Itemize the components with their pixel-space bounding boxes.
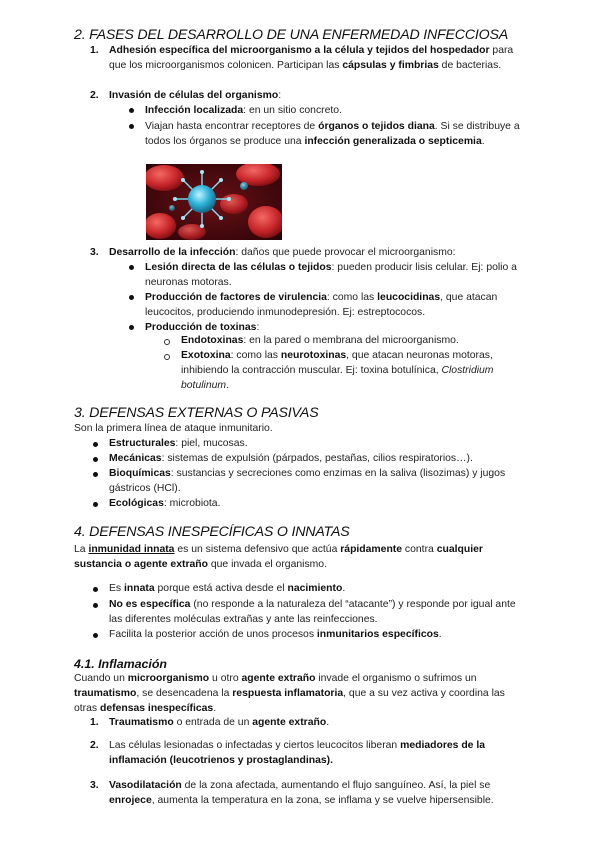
list-item [109, 581, 529, 596]
text-run: : en la pared o membrana del microorganismo. [243, 335, 459, 346]
list-item [109, 451, 529, 466]
emphasis-run: nacimiento [287, 583, 343, 594]
text-run: : en un sitio concreto. [243, 105, 342, 116]
emphasis-run: enrojece [109, 795, 152, 807]
text-run: , aumenta la temperatura en la zona, se inflama y se vuelve hipersensible. [151, 795, 494, 807]
text-run: La [74, 544, 89, 555]
text-run: : sustancias y secreciones como enzimas en la saliva (lisozimas) y jugos gástricos (HCl). [109, 468, 506, 495]
text-run: . Si se distribuye a todos los órganos se produce una [145, 121, 520, 148]
emphasis-run: inmunidad innata [88, 544, 175, 555]
list-number: 1. [90, 45, 99, 56]
emphasis-run: microorganismo [127, 673, 210, 684]
text-run: . [438, 629, 442, 640]
emphasis-run: Exotoxina [181, 350, 231, 361]
emphasis-run: Adhesión específica del microorganismo a la célula y tejidos del hospedador [109, 45, 490, 56]
list-number: 3. [90, 247, 99, 258]
text-run: para que los microorganismos colonicen. Participan las [109, 45, 514, 72]
emphasis-run: mediadores de la inflamación (leucotrienos y prostaglandinas). [109, 740, 486, 767]
list-item [145, 260, 520, 290]
emphasis-run: Traumatismo [109, 717, 174, 728]
list-item [109, 436, 529, 451]
emphasis-run: agente extraño [241, 673, 316, 684]
text-run: . [326, 717, 330, 728]
section-3-title: 3. DEFENSAS EXTERNAS O PASIVAS [74, 405, 319, 421]
list-number: 2. [90, 740, 99, 751]
emphasis-run: infección generalizada o septicemia [304, 136, 482, 148]
emphasis-run: No es específica [109, 599, 191, 610]
list-item [109, 496, 529, 511]
emphasis-run: respuesta inflamatoria [232, 688, 344, 700]
list-item [145, 290, 525, 320]
emphasis-run: agente extraño [252, 717, 327, 728]
text-run: : pueden producir lisis celular. Ej: polio a neuronas motoras. [145, 262, 517, 289]
emphasis-run: Clostridium botulinum [181, 365, 494, 392]
emphasis-run: neurotoxinas [280, 350, 347, 361]
text-run: u otro [209, 673, 242, 684]
list-item [109, 43, 529, 73]
section-4-title: 4. DEFENSAS INESPECÍFICAS O INNATAS [74, 524, 350, 540]
virus-blood-cells-image [146, 164, 282, 240]
list-number: 1. [90, 717, 99, 728]
list-item [109, 245, 529, 260]
text-run: . [481, 136, 485, 148]
list-number: 3. [90, 780, 99, 791]
emphasis-run: Desarrollo de la infección [109, 247, 236, 258]
text-run: Facilita la posterior acción de unos procesos [109, 629, 317, 640]
text-run: invade el organismo o sufrimos un [315, 673, 477, 684]
emphasis-run: Mecánicas [109, 453, 162, 464]
emphasis-run: Ecológicas [109, 498, 164, 509]
bullet-icon [93, 457, 98, 462]
virus-illustration [146, 164, 282, 240]
emphasis-run: innata [124, 583, 155, 594]
text-run: , que atacan leucocitos, produciendo inmunodepresión. Ej: estreptococos. [145, 292, 498, 319]
subsection-4-1-title: 4.1. Inflamación [74, 657, 167, 671]
text-run: : [278, 90, 282, 101]
bullet-icon [129, 124, 134, 129]
text-run: , se desencadena la [136, 688, 233, 700]
emphasis-run: órganos o tejidos diana [318, 121, 435, 132]
section-2-title: 2. FASES DEL DESARROLLO DE UNA ENFERMEDAD INFECCIOSA [74, 27, 508, 43]
text-run: . [226, 380, 229, 392]
text-run: Es [109, 583, 125, 594]
sub-bullet-icon [164, 339, 170, 345]
text-run: , que a su vez activa y coordina las otras [74, 688, 505, 715]
emphasis-run: rápidamente [340, 544, 403, 555]
bullet-icon [93, 472, 98, 477]
bullet-icon [129, 325, 134, 330]
text-run: . [213, 703, 217, 715]
emphasis-run: Invasión de células del organismo [109, 90, 279, 101]
emphasis-run: cualquier sustancia o agente extraño [74, 544, 483, 571]
emphasis-run: traumatismo [74, 688, 137, 700]
list-item [181, 333, 521, 348]
list-item [109, 466, 514, 496]
text-run: contra [402, 544, 437, 555]
list-item [109, 627, 529, 642]
text-run: : microbiota. [163, 498, 221, 509]
text-run: Viajan hasta encontrar receptores de [145, 121, 319, 132]
bullet-icon [93, 442, 98, 447]
text-run: porque está activa desde el [154, 583, 288, 594]
text-run: Cuando un [74, 673, 128, 684]
text-run: o entrada de un [173, 717, 253, 728]
list-item [145, 103, 530, 118]
bullet-icon [129, 265, 134, 270]
list-item [109, 738, 529, 768]
text-run: es un sistema defensivo que actúa [174, 544, 341, 555]
bullet-icon [93, 633, 98, 638]
emphasis-run: Endotoxinas [181, 335, 244, 346]
text-run: : piel, mucosas. [175, 438, 248, 449]
list-item [109, 778, 529, 808]
emphasis-run: inmunitarios específicos [316, 629, 439, 640]
bullet-icon [93, 502, 98, 507]
emphasis-run: leucocidinas [377, 292, 441, 303]
emphasis-run: Estructurales [109, 438, 176, 449]
sub-bullet-icon [164, 354, 170, 360]
emphasis-run: defensas inespecíficas [100, 703, 214, 715]
text-run: que invada el organismo. [207, 559, 327, 571]
section-4-intro [74, 542, 529, 572]
section-3-intro: Son la primera línea de ataque inmunitario. [74, 423, 273, 434]
emphasis-run: Infección localizada [145, 105, 244, 116]
list-item [109, 88, 529, 103]
list-number: 2. [90, 90, 99, 101]
text-run: : [256, 322, 260, 333]
emphasis-run: Producción de toxinas [145, 322, 257, 333]
text-run: Las células lesionadas o infectadas y ciertos leucocitos liberan [109, 740, 401, 751]
bullet-icon [129, 295, 134, 300]
text-run: (no responde a la naturaleza del “atacante”) y responde por igual ante las diferentes moléculas extrañas y ante las reinfecciones. [109, 599, 516, 626]
text-run: . [342, 583, 346, 594]
emphasis-run: Bioquímicas [109, 468, 171, 479]
bullet-icon [93, 587, 98, 592]
list-item [109, 597, 529, 627]
emphasis-run: Producción de factores de virulencia [145, 292, 327, 303]
list-item [109, 715, 529, 730]
text-run: de bacterias. [438, 60, 502, 72]
text-run: : daños que puede provocar el microorganismo: [235, 247, 456, 258]
text-run: : sistemas de expulsión (párpados, pestañas, cilios respiratorios…). [161, 453, 473, 464]
bullet-icon [93, 603, 98, 608]
emphasis-run: Lesión directa de las células o tejidos [145, 262, 332, 273]
bullet-icon [129, 108, 134, 113]
emphasis-run: Vasodilatación [109, 780, 182, 791]
text-run: : como las [230, 350, 281, 361]
list-item [181, 348, 526, 394]
text-run: : como las [326, 292, 378, 303]
text-run: de la zona afectada, aumentando el flujo sanguíneo. Así, la piel se [181, 780, 491, 791]
text-run: , que atacan neuronas motoras, inhibiendo la contracción muscular. Ej: toxina botulínica, [181, 350, 493, 377]
list-item [145, 119, 525, 149]
subsection-4-1-intro [74, 671, 529, 717]
emphasis-run: cápsulas y fimbrias [342, 60, 439, 72]
